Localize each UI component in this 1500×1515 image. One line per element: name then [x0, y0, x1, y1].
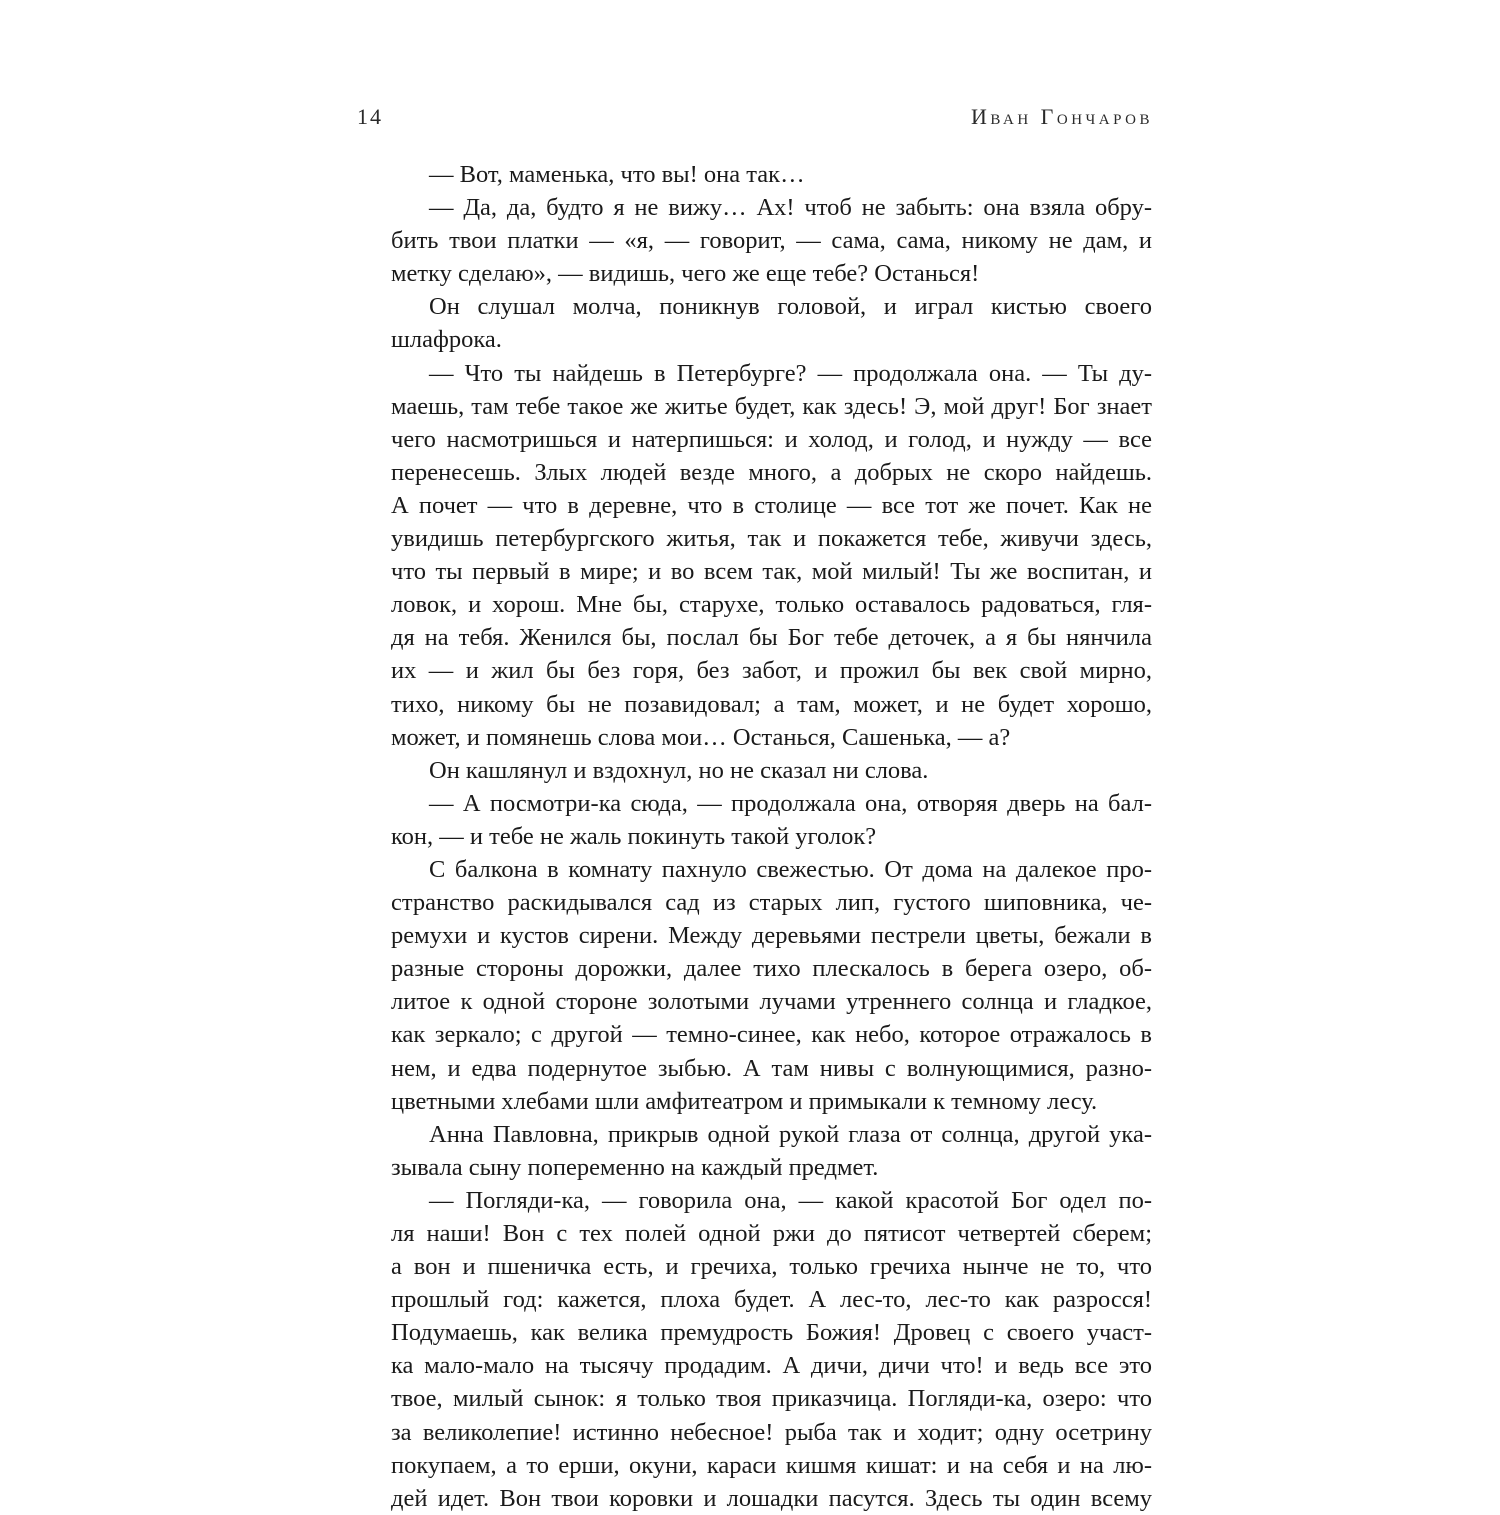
body-text	[391, 158, 1152, 1515]
text-line: что ты первый в мире; и во всем так, мой милый! Ты же воспитан, и	[391, 558, 1152, 586]
text-line: Подумаешь, как велика премудрость Божия! Дровец с своего участ-	[391, 1319, 1152, 1347]
text-line: прошлый год: кажется, плоха будет. А лес-то, лес-то как разросся!	[391, 1286, 1152, 1314]
text-line: покупаем, а то ерши, окуни, караси кишмя кишат: и на себя и на лю-	[391, 1451, 1152, 1479]
text-line: ремухи и кустов сирени. Между деревьями пестрели цветы, бежали в	[391, 922, 1152, 950]
text-line: нем, и едва подернутое зыбью. А там нивы с волнующимися, разно-	[391, 1054, 1152, 1082]
text-line: странство раскидывался сад из старых лип, густого шиповника, че-	[391, 889, 1152, 917]
text-line: С балкона в комнату пахнуло свежестью. От дома на далекое про-	[429, 855, 1152, 883]
text-line: литое к одной стороне золотыми лучами утреннего солнца и гладкое,	[391, 988, 1152, 1016]
text-line: разные стороны дорожки, далее тихо плескалось в берега озеро, об-	[391, 955, 1152, 983]
text-line: бить твои платки — «я, — говорит, — сама, сама, никому не дам, и	[391, 227, 1152, 255]
text-line: А почет — что в деревне, что в столице — все тот же почет. Как не	[391, 491, 1152, 519]
text-line: — Погляди-ка, — говорила она, — какой красотой Бог одел по-	[429, 1186, 1152, 1214]
author-name: Иван Гончаров	[971, 104, 1153, 129]
text-line: — А посмотри-ка сюда, — продолжала она, отворяя дверь на бал-	[429, 789, 1152, 817]
text-line: цветными хлебами шли амфитеатром и примыкали к темному лесу.	[391, 1087, 1098, 1115]
text-line: — Да, да, будто я не вижу… Ах! чтоб не забыть: она взяла обру-	[429, 194, 1152, 222]
text-line: чего насмотришься и натерпишься: и холод, и голод, и нужду — все	[391, 425, 1152, 453]
text-line: зывала сыну попеременно на каждый предмет.	[391, 1153, 879, 1181]
text-line: Анна Павловна, прикрыв одной рукой глаза от солнца, другой ука-	[429, 1120, 1152, 1148]
text-line: ка мало-мало на тысячу продадим. А дичи, дичи что! и ведь все это	[391, 1352, 1152, 1380]
text-line: твое, милый сынок: я только твоя приказчица. Погляди-ка, озеро: что	[391, 1385, 1152, 1413]
text-line: а вон и пшеничка есть, и гречиха, только гречиха нынче не то, что	[391, 1253, 1152, 1281]
text-line: как зеркало; с другой — темно-синее, как небо, которое отражалось в	[391, 1021, 1152, 1049]
text-line: перенесешь. Злых людей везде много, а добрых не скоро найдешь.	[391, 458, 1152, 486]
text-line: дей идет. Вон твои коровки и лошадки пасутся. Здесь ты один всему	[391, 1484, 1152, 1512]
text-line: Он слушал молча, поникнув головой, и играл кистью своего	[429, 293, 1152, 321]
text-line: Он кашлянул и вздохнул, но не сказал ни слова.	[429, 756, 929, 784]
text-line: ля наши! Вон с тех полей одной ржи до пятисот четвертей сберем;	[391, 1220, 1152, 1247]
text-line: ловок, и хорош. Мне бы, старухе, только оставалось радоваться, гля-	[391, 591, 1152, 619]
page-number: 14	[357, 104, 383, 129]
text-line: за великолепие! истинно небесное! рыба так и ходит; одну осетрину	[391, 1418, 1152, 1446]
text-line: увидишь петербургского житья, так и покажется тебе, живучи здесь,	[391, 525, 1152, 553]
text-line: кон, — и тебе не жаль покинуть такой уголок?	[391, 822, 877, 850]
text-line: метку сделаю», — видишь, чего же еще тебе? Останься!	[391, 260, 980, 288]
text-line: — Вот, маменька, что вы! она так…	[429, 161, 805, 188]
running-head	[357, 104, 1153, 134]
text-line: — Что ты найдешь в Петербурге? — продолжала она. — Ты ду-	[429, 359, 1152, 387]
text-line: тихо, никому бы не позавидовал; а там, может, и не будет хорошо,	[391, 690, 1152, 718]
text-line: их — и жил бы без горя, без забот, и прожил бы век свой мирно,	[391, 657, 1152, 685]
text-line: дя на тебя. Женился бы, послал бы Бог тебе деточек, а я бы нянчила	[391, 624, 1152, 652]
text-line: может, и помянешь слова мои… Останься, Сашенька, — а?	[391, 723, 1011, 751]
text-line: шлафрока.	[391, 326, 502, 354]
text-line: маешь, там тебе такое же житье будет, как здесь! Э, мой друг! Бог знает	[391, 392, 1152, 420]
